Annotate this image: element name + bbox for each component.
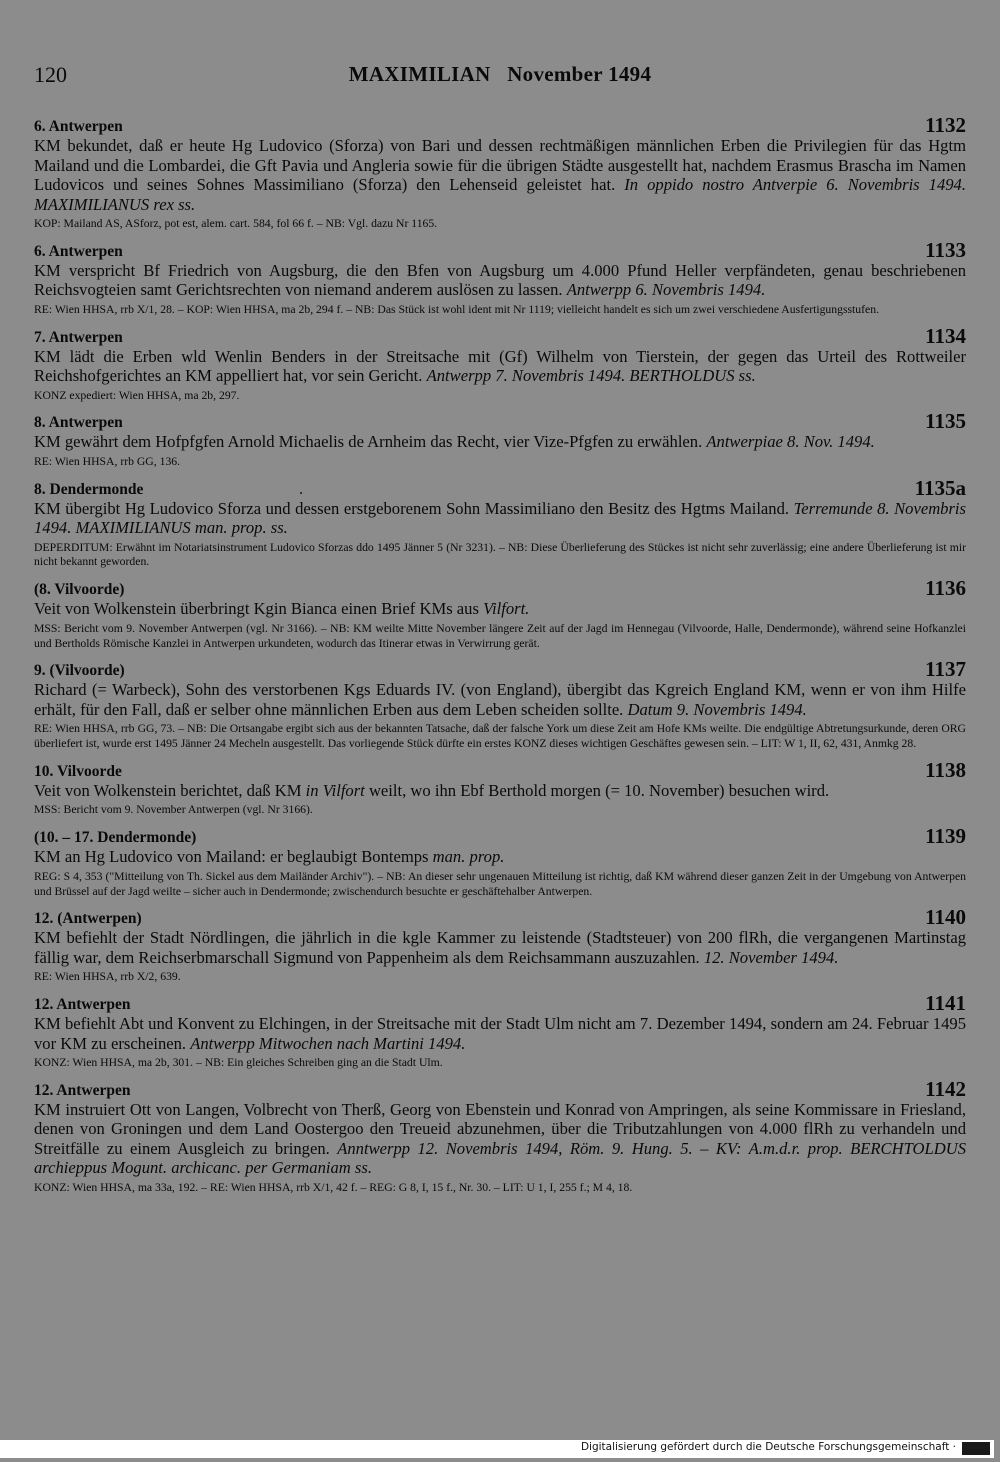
entry-location: 9. (Vilvoorde) — [34, 662, 125, 680]
entry-note: KONZ expediert: Wien HHSA, ma 2b, 297. — [34, 388, 240, 402]
entry-text — [34, 136, 966, 214]
entry-1135 — [34, 410, 966, 469]
footer-funding-text: Digitalisierung gefördert durch die Deutsche Forschungsgemeinschaft · — [580, 1441, 956, 1453]
entry-note: REG: S 4, 353 ("Mitteilung von Th. Sickel aus dem Mailänder Archiv"). – NB: An dieser sehr ungenauen Mitteilung ist richtig, daß KM während dieser ganzen Zeit in der Umgebung von Antwerpen und Brüssel auf der Jagd weilte – sicher auch in Dendermonde; zwischendurch besuchte er geschäftehalber Antwerpen. — [34, 869, 966, 898]
scan-speck — [300, 492, 302, 494]
entry-number: 1140 — [925, 905, 966, 930]
entry-header — [34, 658, 966, 680]
entry-1142 — [34, 1078, 966, 1196]
entry-text — [34, 432, 966, 452]
entry-text — [34, 847, 966, 867]
entry-note: MSS: Bericht vom 9. November Antwerpen (vgl. Nr 3166). — [34, 803, 313, 817]
entry-1136 — [34, 577, 966, 651]
entry-1140 — [34, 906, 966, 985]
running-header — [34, 62, 966, 92]
entry-note: KONZ: Wien HHSA, ma 33a, 192. – RE: Wien HHSA, rrb X/1, 42 f. – REG: G 8, I, 15 f., Nr. 30. – LIT: U 1, I, 255 f.; M 4, 18. — [34, 1180, 633, 1194]
entry-1134 — [34, 325, 966, 404]
entry-place-italic: in Vilfort — [305, 780, 365, 800]
entry-number: 1133 — [925, 237, 966, 262]
header-title: MAXIMILIAN November 1494 — [348, 62, 652, 86]
entry-location: 6. Antwerpen — [34, 118, 123, 135]
entry-text — [34, 1100, 966, 1178]
entry-header — [34, 239, 966, 261]
entry-1132 — [34, 114, 966, 232]
entry-header — [34, 410, 966, 432]
entry-body: KM bekundet, daß er heute Hg Ludovico (Sforza) von Bari und dessen rechtmäßigen männlichen Erben die Privilegien für das Hgtm Mailand und die Lombardei, die Gft Pavia und Angleria sowie für die übrigen Städte ausgestellt hat, nachdem Erasmus Brascha im Namen Ludovicos und seines Sohnes Massimiliano (Sforza) den Lehenseid geleistet hat. — [34, 136, 966, 194]
entry-dating: Antwerpp 7. Novembris 1494. BERTHOLDUS ss. — [426, 366, 756, 386]
entry-text — [34, 781, 966, 801]
entry-body: Richard (= Warbeck), Sohn des verstorbenen Kgs Eduards IV. (von England), übergibt das Kgreich England KM, wenn er von ihm Hilfe erhält, für den Fall, daß er selber ohne männlichen Erben aus dem Leben scheiden sollte. — [34, 680, 966, 719]
entry-1135a — [34, 477, 966, 571]
entry-1141 — [34, 992, 966, 1071]
entry-text — [34, 261, 966, 300]
entry-location: 8. Dendermonde — [34, 480, 144, 498]
entry-body: KM lädt die Erben wld Wenlin Benders in der Streitsache mit (Gf) Wilhelm von Tierstein, der gegen das Urteil des Rottweiler Reichshofgerichtes an KM appelliert hat, vor sein Gericht. — [34, 346, 966, 386]
entry-number: 1135 — [925, 409, 966, 434]
entry-1139 — [34, 825, 966, 899]
entry-body: KM übergibt Hg Ludovico Sforza und dessen erstgeborenem Sohn Massimiliano den Besitz des Hgtms Mailand. — [34, 498, 794, 518]
entry-location: 8. Antwerpen — [34, 414, 123, 432]
entry-header — [34, 325, 966, 347]
entry-body: KM verspricht Bf Friedrich von Augsburg, die den Bfen von Augsburg um 4.000 Pfund Heller verpfändeten, genau beschriebenen Reichsvogteien samt Gerichtsrechten von niemand anderem auslösen zu lassen. — [34, 260, 966, 300]
entry-text — [34, 680, 966, 719]
entry-header — [34, 825, 966, 847]
entry-body: KM an Hg Ludovico von Mailand: er beglaubigt Bontemps — [34, 847, 433, 867]
entry-dating: man. prop. — [432, 847, 505, 867]
entry-location: (10. – 17. Dendermonde) — [34, 829, 197, 847]
entry-dating: Anntwerpp 12. Novembris 1494, Röm. 9. Hung. 5. – KV: A.m.d.r. prop. BERCHTOLDUS archieppus Mogunt. archicanc. per Germaniam ss. — [34, 1138, 966, 1178]
entry-number: 1135a — [914, 475, 966, 500]
entry-location: (8. Vilvoorde) — [34, 581, 125, 599]
entry-number: 1139 — [925, 824, 966, 849]
entry-dating: Datum 9. Novembris 1494. — [627, 699, 807, 719]
entry-number: 1134 — [925, 323, 966, 348]
entry-dating: Antwerpp 6. Novembris 1494. — [566, 280, 766, 300]
entry-body: KM befiehlt Abt und Konvent zu Elchingen, in der Streitsache mit der Stadt Ulm nicht am 7. Dezember 1494, sondern am 24. Februar 1495 vor KM zu erscheinen. — [34, 1014, 966, 1053]
entry-location: 12. Antwerpen — [34, 996, 131, 1014]
entry-note: KONZ: Wien HHSA, ma 2b, 301. – NB: Ein gleiches Schreiben ging an die Stadt Ulm. — [34, 1056, 443, 1070]
entry-header — [34, 759, 966, 781]
entry-number: 1137 — [925, 657, 966, 682]
entry-note: RE: Wien HHSA, rrb GG, 73. – NB: Die Ortsangabe ergibt sich aus der bekannten Tatsache, daß der falsche York um diese Zeit am Hofe KMs weilte. Die endgültige Abtretungsurkunde, deren ORG überliefert ist, wurde erst 1495 Jänner 24 Mecheln ausgestellt. Das vorliegende Stück dürfte ein erstes KONZ dieses wichtigen Geschäftes gewesen sein. – LIT: W 1, II, 62, 431, Anmkg 28. — [34, 722, 966, 751]
entry-location: 10. Vilvoorde — [34, 762, 122, 780]
entry-header — [34, 114, 966, 136]
entry-location: 12. Antwerpen — [34, 1081, 131, 1099]
entry-number: 1142 — [925, 1076, 966, 1101]
entry-number: 1132 — [925, 113, 966, 137]
entry-dating: Antwerpiae 8. Nov. 1494. — [706, 432, 875, 452]
entry-body: KM befiehlt der Stadt Nördlingen, die jährlich in die kgle Kammer zu leistende (Stadtsteuer) von 200 flRh, die vergangenen Martinstag fällig war, dem Reichserbmarschall Sigmund von Pappenheim als dem Reichsammann auszuzahlen. — [34, 928, 966, 967]
entry-text — [34, 1014, 966, 1053]
entry-dating: In oppido nostro Antverpie 6. Novembris 1494. MAXIMILIANUS rex ss. — [34, 175, 966, 214]
entries-list — [34, 114, 966, 1203]
entry-header — [34, 992, 966, 1014]
entry-header — [34, 477, 966, 499]
entry-note: RE: Wien HHSA, rrb X/1, 28. – KOP: Wien HHSA, ma 2b, 294 f. – NB: Das Stück ist wohl ident mit Nr 1119; vielleicht handelt es sich um zwei verschiedene Ausfertigungsstufen. — [34, 302, 879, 316]
entry-location: 7. Antwerpen — [34, 328, 123, 346]
entry-note: MSS: Bericht vom 9. November Antwerpen (vgl. Nr 3166). – NB: KM weilte Mitte November längere Zeit auf der Jagd im Hennegau (Vilvoorde, Halle, Dendermonde), während seine Hofkanzlei und Bertholds Römische Kanzlei in Antwerpen urkundeten, wodurch das Itinerar etwas in Verwirrung gerät. — [34, 621, 966, 650]
entry-number: 1136 — [925, 576, 966, 601]
dfg-logo[interactable] — [962, 1442, 990, 1455]
entry-location: 12. (Antwerpen) — [34, 910, 142, 928]
entry-body: KM instruiert Ott von Langen, Volbrecht von Therß, Georg von Ebenstein und Konrad von Ampringen, als seine Kommissare in Friesland, denen von Groningen und dem Land Oostergoo den Treueid abzunehmen, über die Tributzahlungen von 4.000 flRh zu verhandeln und Streitfälle zu einem Ausgleich zu bringen. — [34, 1099, 966, 1158]
entry-text — [34, 599, 966, 619]
entry-dating: 12. November 1494. — [703, 947, 839, 967]
entry-header — [34, 1078, 966, 1100]
entry-header — [34, 906, 966, 928]
entry-1138 — [34, 759, 966, 818]
entry-note: RE: Wien HHSA, rrb GG, 136. — [34, 454, 181, 468]
footer-bar — [0, 1440, 994, 1458]
entry-note: DEPERDITUM: Erwähnt im Notariatsinstrument Ludovico Sforzas ddo 1495 Jänner 5 (Nr 3231). – NB: Diese Überlieferung des Stückes ist nicht sehr zuverlässig; eine andere Überlieferung ist mir nicht bekannt geworden. — [34, 540, 966, 569]
entry-header — [34, 577, 966, 599]
entry-location: 6. Antwerpen — [34, 242, 123, 260]
entry-text — [34, 499, 966, 538]
entry-note: RE: Wien HHSA, rrb X/2, 639. — [34, 970, 181, 984]
entry-note: KOP: Mailand AS, ASforz, pot est, alem. cart. 584, fol 66 f. – NB: Vgl. dazu Nr 1165. — [34, 217, 438, 230]
entry-body: KM gewährt dem Hofpfgfen Arnold Michaelis de Arnheim das Recht, vier Vize-Pfgfen zu erwählen. — [34, 432, 707, 452]
entry-number: 1141 — [925, 991, 966, 1016]
entry-body: Veit von Wolkenstein überbringt Kgin Bianca einen Brief KMs aus — [34, 599, 484, 619]
entry-1133 — [34, 239, 966, 318]
entry-dating: Terremunde 8. Novembris 1494. MAXIMILIANUS man. prop. ss. — [34, 498, 966, 538]
entry-number: 1138 — [925, 757, 966, 782]
entry-text — [34, 928, 966, 967]
page-number: 120 — [34, 62, 67, 87]
entry-1137 — [34, 658, 966, 752]
entry-dating: Antwerpp Mitwochen nach Martini 1494. — [190, 1033, 466, 1053]
entry-body-continued: weilt, wo ihn Ebf Berthold morgen (= 10. November) besuchen wird. — [364, 780, 830, 800]
entry-body: Veit von Wolkenstein berichtet, daß KM — [34, 780, 306, 800]
entry-text — [34, 347, 966, 386]
entry-dating: Vilfort. — [483, 599, 530, 619]
